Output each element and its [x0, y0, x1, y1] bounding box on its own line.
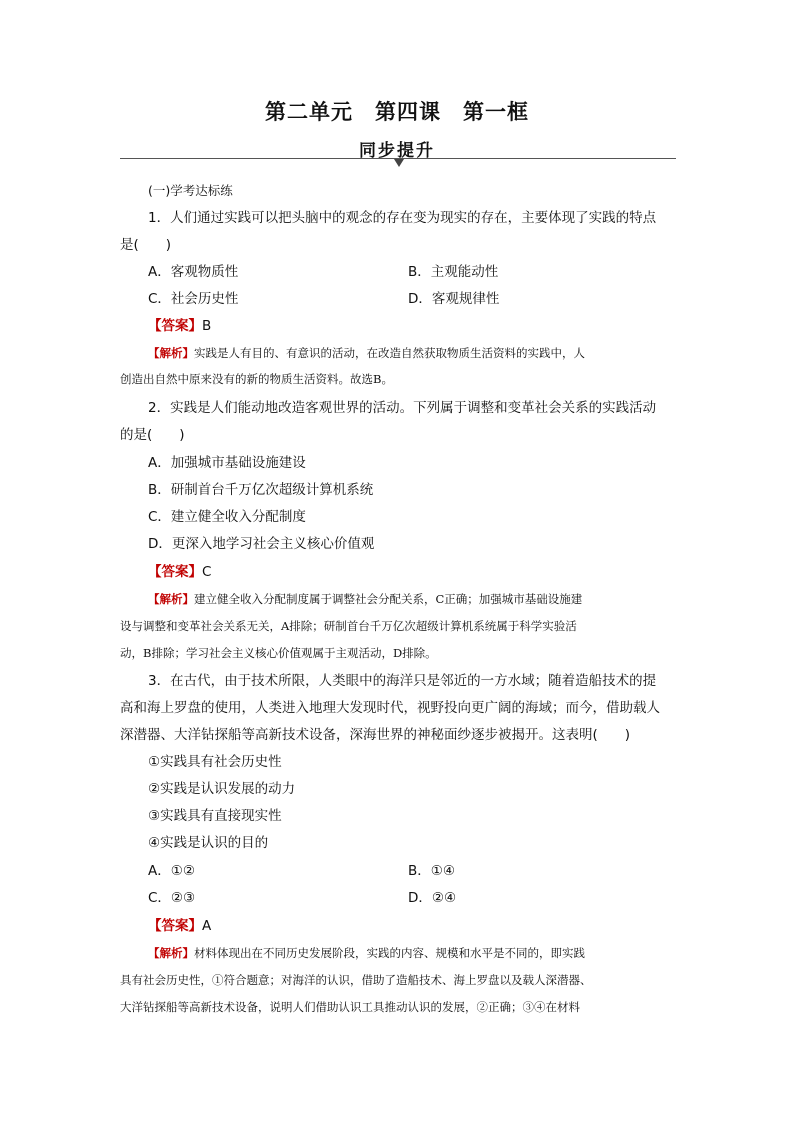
analysis-text: 材料体现出在不同历史发展阶段，实践的内容、规模和水平是不同的，即实践 [194, 946, 585, 960]
page-title: 第二单元 第四课 第一框 [265, 100, 529, 124]
analysis-text: 实践是人有目的、有意识的活动，在改造自然获取物质生活资料的实践中，人 [194, 346, 585, 360]
q2-answer [148, 562, 211, 582]
q1-option-c: C．社会历史性 [148, 291, 239, 307]
q1-stem-line2: 是( ) [120, 237, 172, 253]
divider-arrow-icon [394, 159, 404, 167]
answer-value: C [202, 564, 212, 580]
q2-analysis-line3: 动，B排除；学习社会主义核心价值观属于主观活动，D排除。 [120, 646, 437, 660]
analysis-label: 【解析】 [148, 592, 194, 606]
q1-option-b: B．主观能动性 [408, 264, 499, 280]
q3-option-d: D．②④ [408, 890, 457, 906]
q1-analysis-line2: 创造出自然中原来没有的新的物质生活资料。故选B。 [120, 372, 393, 386]
q1-stem-line1: 1．人们通过实践可以把头脑中的观念的存在变为现实的存在，主要体现了实践的特点 [148, 210, 657, 226]
q1-option-d: D．客观规律性 [408, 291, 500, 307]
q2-option-c: C．建立健全收入分配制度 [148, 509, 306, 525]
page-subtitle: 同步提升 [359, 141, 435, 161]
q3-statement-4: ④实践是认识的目的 [148, 835, 269, 851]
analysis-label: 【解析】 [148, 346, 194, 360]
q3-stem-line1: 3．在古代，由于技术所限，人类眼中的海洋只是邻近的一方水域；随着造船技术的提 [148, 673, 657, 689]
q3-statement-1: ①实践具有社会历史性 [148, 754, 282, 770]
answer-label: 【答案】 [148, 918, 202, 934]
q3-statement-2: ②实践是认识发展的动力 [148, 781, 296, 797]
answer-label: 【答案】 [148, 564, 202, 580]
q2-stem-line1: 2．实践是人们能动地改造客观世界的活动。下列属于调整和变革社会关系的实践活动 [148, 400, 657, 416]
q2-option-d: D．更深入地学习社会主义核心价值观 [148, 536, 375, 552]
q3-stem-line2: 高和海上罗盘的使用，人类进入地理大发现时代，视野投向更广阔的海域；而今，借助载人 [120, 700, 660, 716]
q2-stem-line2: 的是( ) [120, 427, 185, 443]
section-heading: (一)学考达标练 [148, 183, 233, 198]
answer-value: A [202, 918, 212, 934]
q3-analysis-line2: 具有社会历史性，①符合题意；对海洋的认识，借助了造船技术、海上罗盘以及载人深潜器、 [120, 973, 592, 987]
q3-option-b: B．①④ [408, 863, 455, 879]
analysis-text: 建立健全收入分配制度属于调整社会分配关系，C正确；加强城市基础设施建 [194, 592, 583, 606]
answer-label: 【答案】 [148, 318, 202, 334]
answer-value: B [202, 318, 212, 334]
q2-option-a: A．加强城市基础设施建设 [148, 455, 306, 471]
q3-analysis-line1 [148, 945, 585, 961]
q3-option-c: C．②③ [148, 890, 196, 906]
q3-analysis-line3: 大洋钻探船等高新技术设备，说明人们借助认识工具推动认识的发展，②正确；③④在材料 [120, 1000, 580, 1014]
q3-stem-line3: 深潜器、大洋钻探船等高新技术设备，深海世界的神秘面纱逐步被揭开。这表明( ) [120, 727, 631, 743]
q3-statement-3: ③实践具有直接现实性 [148, 808, 282, 824]
q3-option-a: A．①② [148, 863, 195, 879]
analysis-label: 【解析】 [148, 946, 194, 960]
q2-analysis-line2: 设与调整和变革社会关系无关，A排除；研制首台千万亿次超级计算机系统属于科学实验活 [120, 619, 577, 633]
q1-option-a: A．客观物质性 [148, 264, 239, 280]
q1-answer [148, 316, 211, 336]
q1-analysis-line1 [148, 345, 585, 361]
q3-answer [148, 916, 211, 936]
q2-option-b: B．研制首台千万亿次超级计算机系统 [148, 482, 374, 498]
q2-analysis-line1 [148, 591, 582, 607]
